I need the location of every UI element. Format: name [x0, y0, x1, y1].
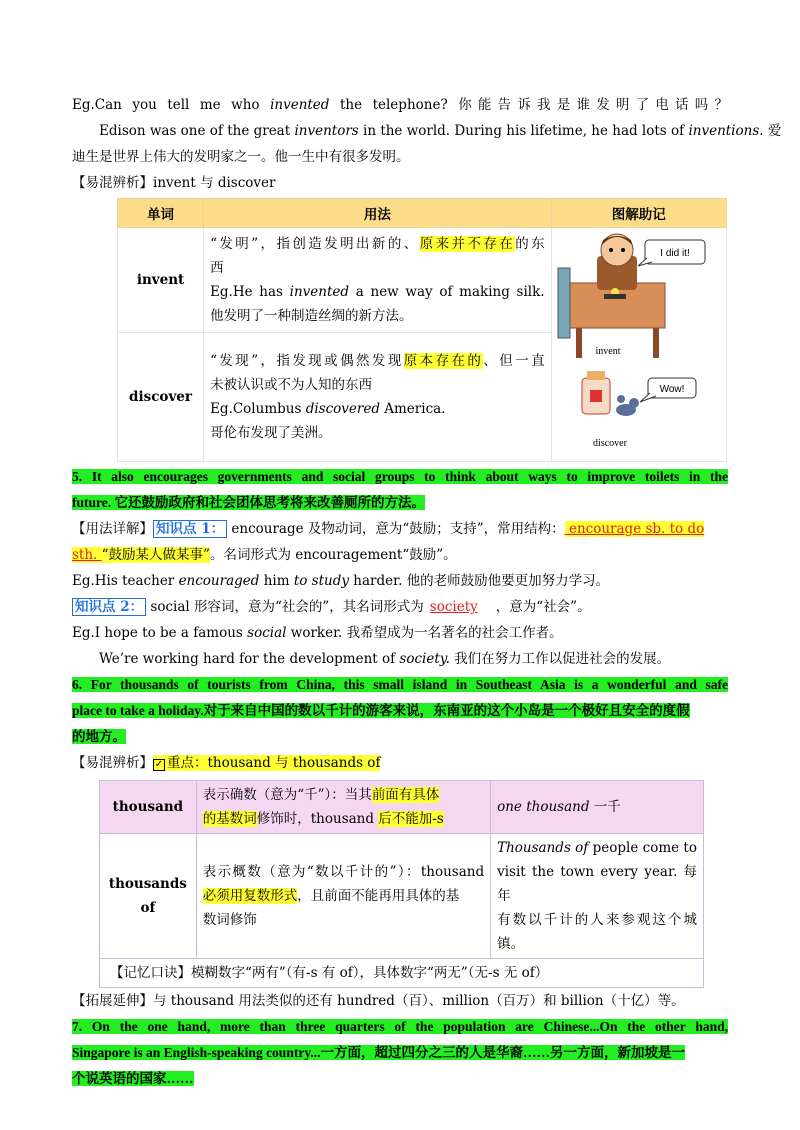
text-segment: 我们在努力工作以促进社会的发展。 — [449, 651, 671, 667]
desc-thousand — [196, 781, 490, 834]
text-segment: 、但一直 — [483, 352, 545, 369]
highlighted-text: 原来并不存在 — [419, 235, 516, 252]
usage-eg3 — [72, 646, 728, 672]
item6-text-1: 6. For thousands of tourists from China, this small island in Southeast Asia is a wonderful and safe — [72, 677, 728, 692]
kp1-rest: 。名词形式为 encouragement“鼓励”。 — [209, 547, 457, 563]
text-segment: Edison was one of the great — [99, 123, 295, 139]
text-segment: 的东 — [515, 235, 545, 252]
word-invent: invent — [118, 228, 204, 333]
kp1-text: encourage 及物动词，意为“鼓励；支持”，常用结构： — [227, 521, 565, 537]
text-segment: encouraged — [178, 573, 260, 589]
text-segment: one thousand — [497, 799, 590, 815]
knowledge-point-1-badge: 知识点 1： — [153, 520, 227, 538]
text-segment: inventors — [294, 123, 359, 139]
example-line — [497, 908, 697, 932]
item7-text-3: 个说英语的国家…… — [72, 1071, 194, 1086]
memory-tip: 【记忆口诀】模糊数字“两有”（有-s 有 of），具体数字“两无”（无-s 无 of） — [100, 959, 704, 988]
text-segment: . 爱 — [759, 123, 782, 139]
header-word: 单词 — [118, 199, 204, 228]
example-line — [497, 836, 697, 860]
text-segment: society. — [399, 651, 450, 667]
text-segment: “发明”，指创造发明出新的、 — [210, 235, 420, 252]
text-segment: Eg.He has — [210, 283, 290, 300]
intro-line-1 — [72, 92, 728, 118]
highlighted-text: 原本存在的 — [403, 352, 484, 369]
item7-line-1 — [72, 1014, 728, 1040]
item5-text-1: 5. It also encourages governments and social groups to think about ways to improve toilets in the — [72, 469, 728, 484]
text-segment: visit the town every year. 每年 — [497, 864, 697, 904]
text-segment: invented — [270, 97, 330, 113]
bubble-invent: I did it! — [659, 248, 690, 259]
confuse-label: 【易混辨析】 — [72, 755, 153, 771]
text-segment: harder. 他的老师鼓励他要更加努力学习。 — [348, 573, 610, 589]
header-usage: 用法 — [204, 199, 552, 228]
item6-text-2: place to take a holiday.对于来自中国的数以千计的游客来说，东南亚的这个小岛是一个极好且安全的度假 — [72, 703, 690, 718]
item5-text-2: future. 它还鼓励政府和社会团体思考将来改善厕所的方法。 — [72, 495, 425, 510]
invent-discover-table — [117, 198, 727, 462]
text-segment: a new way of making silk. — [349, 283, 545, 300]
usage-line — [210, 232, 545, 256]
example-line — [497, 795, 697, 819]
knowledge-point-2-badge: 知识点 2： — [72, 598, 146, 616]
caption-invent: invent — [595, 346, 621, 357]
desc-line — [203, 908, 484, 932]
kp1-fill-answer-2: sth. — [72, 547, 102, 563]
example-line — [497, 860, 697, 908]
item6-line-2 — [72, 698, 728, 724]
highlighted-text: 前面有具体 — [371, 787, 440, 803]
item6-line-1 — [72, 672, 728, 698]
usage-line — [210, 421, 545, 445]
text-segment: discovered — [305, 400, 380, 417]
desc-thousands-of — [196, 834, 490, 959]
intro-line-3: 迪生是世界上伟大的发明家之一。他一生中有很多发明。 — [72, 149, 410, 165]
usage-eg1 — [72, 568, 728, 594]
usage-line — [210, 280, 545, 304]
usage-eg2 — [72, 620, 728, 646]
text-segment: “发现”，指发现或偶然发现 — [210, 352, 404, 369]
word-discover: discover — [118, 332, 204, 461]
checkbox-icon: ✓ — [154, 759, 164, 770]
text-segment: 表示确数（意为“千”）：当其 — [202, 787, 372, 803]
desc-line — [203, 860, 484, 884]
key-point-title — [153, 755, 380, 771]
header-illustration: 图解助记 — [551, 199, 726, 228]
word-thousands-of: thousands of — [100, 834, 197, 959]
desc-line — [203, 884, 484, 908]
text-segment: 镇。 — [497, 936, 525, 952]
text-segment: social — [247, 625, 287, 641]
text-segment: 西 — [210, 259, 224, 276]
text-segment: invented — [289, 283, 350, 300]
text-segment: ，且前面不能再用具体的基 — [297, 888, 460, 904]
text-segment: Eg.I hope to be a famous — [72, 625, 248, 641]
text-segment: Eg.His teacher — [72, 573, 179, 589]
confuse-heading-1: 【易混辨析】invent 与 discover — [72, 175, 276, 191]
text-segment: in the world. During his lifetime, he had lots of — [358, 123, 689, 139]
text-segment: 数词修饰 — [202, 912, 257, 928]
caption-discover: discover — [592, 438, 627, 449]
usage-invent — [204, 228, 552, 333]
usage-kp2-line — [72, 594, 728, 620]
usage-kp1-line-2 — [72, 542, 728, 568]
text-segment: 哥伦布发现了美洲。 — [210, 424, 332, 441]
word-thousand: thousand — [100, 781, 197, 834]
highlighted-text: 的基数词 — [202, 811, 257, 827]
item6-line-3 — [72, 724, 728, 750]
example-line — [497, 932, 697, 956]
thousand-table — [99, 780, 704, 988]
illustration-cell — [551, 228, 726, 462]
text-segment: Thousands of — [497, 840, 589, 856]
text-segment: the telephone? 你能告诉我是谁发明了电话吗？ — [329, 97, 728, 113]
usage-kp1-line — [72, 516, 728, 542]
desc-line — [203, 807, 484, 831]
item7-line-3 — [72, 1066, 728, 1092]
confuse-heading-2 — [72, 750, 728, 776]
text-segment: to study — [293, 573, 349, 589]
text-segment: We’re working hard for the development of — [99, 651, 400, 667]
usage-label: 【用法详解】 — [72, 521, 153, 537]
document-page — [72, 92, 782, 1092]
text-segment: America. — [379, 400, 446, 417]
intro-line-2 — [72, 118, 782, 144]
usage-line — [210, 373, 545, 397]
kp1-fill-answer: encourage sb. to do — [564, 521, 705, 537]
desc-line — [203, 783, 484, 807]
example-thousands-of — [491, 834, 704, 959]
text-segment: worker. 我希望成为一名著名的社会工作者。 — [286, 625, 563, 641]
text-segment: Eg.Columbus — [210, 400, 306, 417]
usage-line — [210, 397, 545, 421]
kp2-fill-answer: society — [429, 599, 478, 615]
text-segment: 他发明了一种制造丝绸的新方法。 — [210, 307, 413, 324]
item7-text-2: Singapore is an English-speaking country...一方面，超过四分之三的人是华裔……另一方面，新加坡是一 — [72, 1045, 685, 1060]
kp2-text: social 形容词，意为“社会的”，其名词形式为 — [146, 599, 424, 615]
usage-line — [210, 349, 545, 373]
kp2-rest: ，意为“社会”。 — [495, 599, 591, 615]
usage-line — [210, 304, 545, 328]
highlighted-text: 后不能加-s — [378, 811, 444, 827]
usage-line — [210, 256, 545, 280]
bubble-discover: Wow! — [659, 384, 685, 395]
usage-discover — [204, 332, 552, 461]
text-segment: him — [259, 573, 294, 589]
key-point-text: 重点：thousand 与 thousands of — [167, 755, 381, 771]
extend-line: 【拓展延伸】与 thousand 用法类似的还有 hundred（百）、million（百万）和 billion（十亿）等。 — [72, 993, 685, 1009]
text-segment: 修饰时，thousand — [256, 811, 379, 827]
text-segment: 有数以千计的人来参观这个城 — [497, 912, 697, 928]
item7-text-1: 7. On the one hand, more than three quarters of the population are Chinese...On the other hand, — [72, 1019, 728, 1034]
text-segment: 未被认识或不为人知的东西 — [210, 376, 373, 393]
kp1-chinese: “鼓励某人做某事” — [101, 547, 210, 563]
example-thousand — [491, 781, 704, 834]
item6-text-3: 的地方。 — [72, 729, 126, 744]
text-segment: inventions — [688, 123, 760, 139]
text-segment: 一千 — [589, 799, 621, 815]
text-segment: Eg.Can you tell me who — [72, 97, 271, 113]
text-segment: 表示概数（意为“数以千计的”）：thousand — [202, 864, 485, 880]
text-segment: people come to — [588, 840, 697, 856]
item7-line-2 — [72, 1040, 728, 1066]
item5-line-2 — [72, 490, 728, 516]
item5-line-1 — [72, 464, 728, 490]
highlighted-text: 必须用复数形式 — [202, 888, 298, 904]
invent-discover-illustration — [552, 228, 710, 453]
